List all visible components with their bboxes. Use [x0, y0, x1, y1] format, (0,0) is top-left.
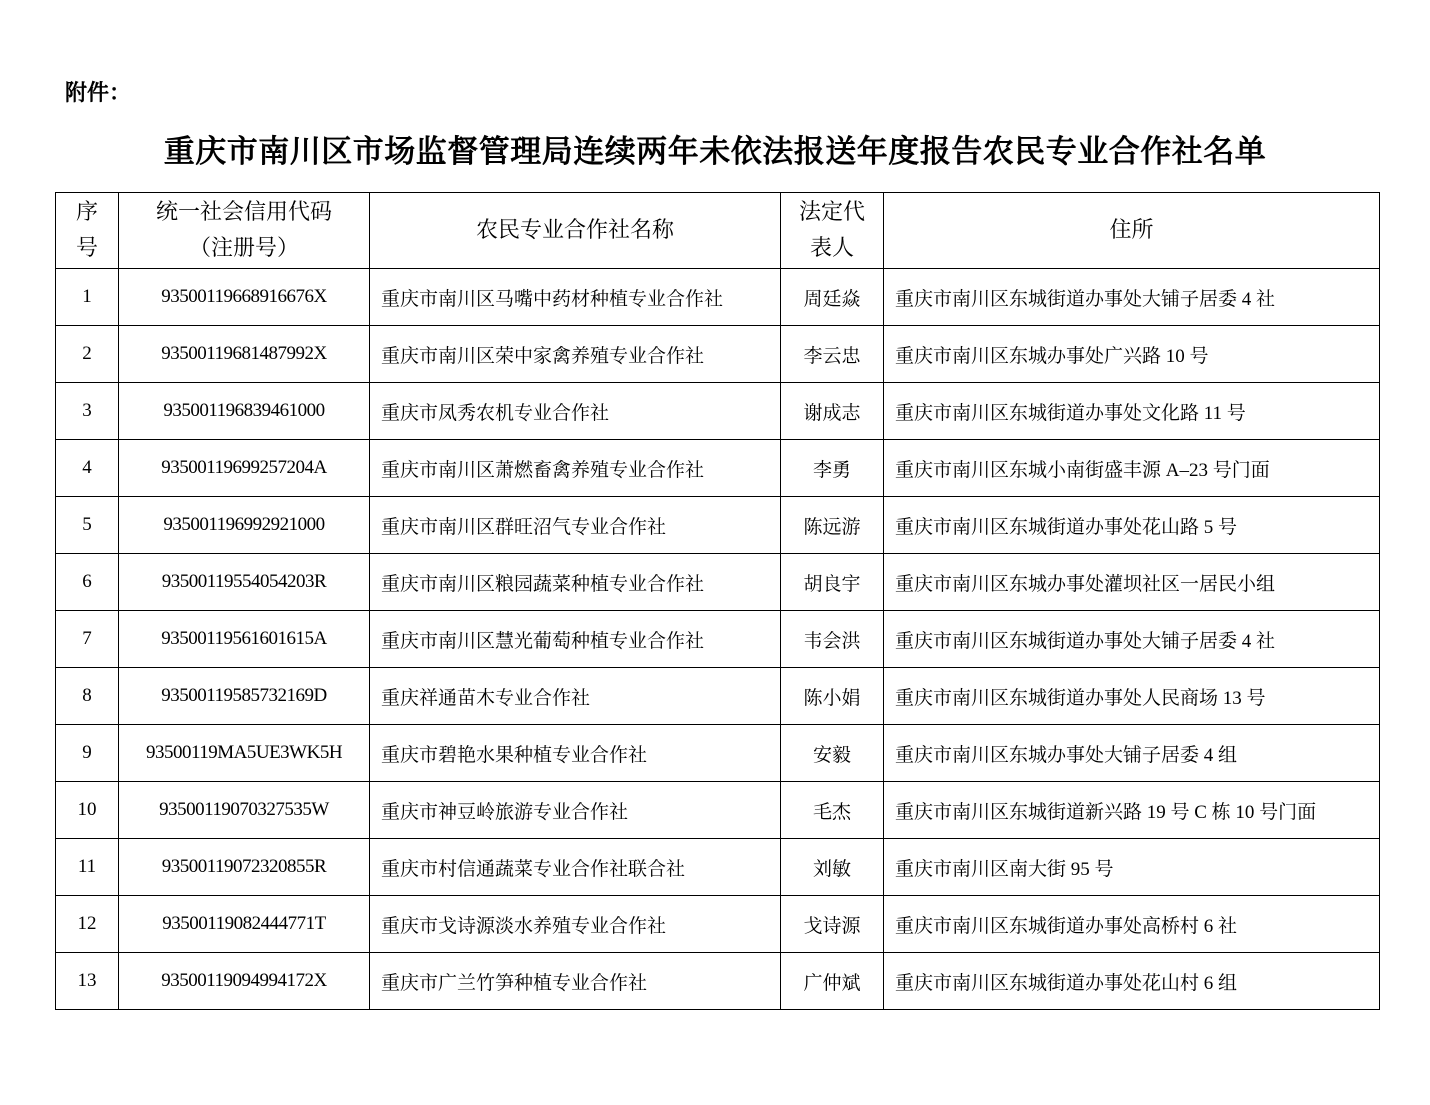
- cell-code: 93500119094994172X: [119, 953, 370, 1010]
- cooperative-list-table: [55, 192, 1380, 1010]
- table-row: [56, 611, 1380, 668]
- cell-rep: 周廷焱: [781, 269, 884, 326]
- cell-rep: 李勇: [781, 440, 884, 497]
- cell-rep: 安毅: [781, 725, 884, 782]
- header-code-line2: （注册号）: [188, 235, 299, 261]
- table-row: [56, 440, 1380, 497]
- header-seq: [56, 193, 119, 269]
- table-row: [56, 383, 1380, 440]
- header-seq-line2: 号: [75, 235, 98, 261]
- cell-seq: 11: [56, 839, 119, 896]
- cell-code: 93500119561601615A: [119, 611, 370, 668]
- cell-seq: 5: [56, 497, 119, 554]
- table-row: [56, 725, 1380, 782]
- cell-name: 重庆市碧艳水果种植专业合作社: [370, 725, 781, 782]
- cell-code: 93500119668916676X: [119, 269, 370, 326]
- cell-addr: 重庆市南川区东城办事处大铺子居委 4 组: [884, 725, 1380, 782]
- cell-rep: 广仲斌: [781, 953, 884, 1010]
- table-row: [56, 839, 1380, 896]
- cell-seq: 9: [56, 725, 119, 782]
- cell-code: 93500119082444771T: [119, 896, 370, 953]
- header-code-line1: 统一社会信用代码: [155, 199, 332, 225]
- table-row: [56, 554, 1380, 611]
- attachment-label: 附件：: [65, 81, 132, 106]
- cell-addr: 重庆市南川区东城街道办事处人民商场 13 号: [884, 668, 1380, 725]
- cell-rep: 李云忠: [781, 326, 884, 383]
- header-seq-line1: 序: [75, 199, 98, 225]
- cell-name: 重庆市南川区粮园蔬菜种植专业合作社: [370, 554, 781, 611]
- table-row: [56, 782, 1380, 839]
- cell-seq: 10: [56, 782, 119, 839]
- header-addr: 住所: [884, 193, 1380, 269]
- cell-addr: 重庆市南川区东城街道办事处大铺子居委 4 社: [884, 269, 1380, 326]
- cell-name: 重庆市南川区马嘴中药材种植专业合作社: [370, 269, 781, 326]
- table-row: [56, 896, 1380, 953]
- cell-name: 重庆市凤秀农机专业合作社: [370, 383, 781, 440]
- header-rep-line2: 表人: [809, 235, 854, 261]
- cell-rep: 毛杰: [781, 782, 884, 839]
- table-header-row: [56, 193, 1380, 269]
- cell-seq: 2: [56, 326, 119, 383]
- cell-rep: 胡良宇: [781, 554, 884, 611]
- cell-name: 重庆祥通苗木专业合作社: [370, 668, 781, 725]
- cell-seq: 7: [56, 611, 119, 668]
- header-rep-line1: 法定代: [798, 199, 865, 225]
- table-row: [56, 497, 1380, 554]
- cell-name: 重庆市南川区荣中家禽养殖专业合作社: [370, 326, 781, 383]
- cell-name: 重庆市南川区慧光葡萄种植专业合作社: [370, 611, 781, 668]
- cell-addr: 重庆市南川区东城办事处灌坝社区一居民小组: [884, 554, 1380, 611]
- cell-addr: 重庆市南川区东城街道办事处花山村 6 组: [884, 953, 1380, 1010]
- cell-name: 重庆市广兰竹笋种植专业合作社: [370, 953, 781, 1010]
- cell-code: 93500119681487992X: [119, 326, 370, 383]
- cell-addr: 重庆市南川区东城街道办事处高桥村 6 社: [884, 896, 1380, 953]
- cell-code: 935001196992921000: [119, 497, 370, 554]
- cell-code: 93500119585732169D: [119, 668, 370, 725]
- table-row: [56, 326, 1380, 383]
- cell-code: 93500119070327535W: [119, 782, 370, 839]
- cell-name: 重庆市南川区群旺沼气专业合作社: [370, 497, 781, 554]
- cell-rep: 刘敏: [781, 839, 884, 896]
- header-name: 农民专业合作社名称: [370, 193, 781, 269]
- cell-addr: 重庆市南川区东城街道办事处花山路 5 号: [884, 497, 1380, 554]
- cell-seq: 6: [56, 554, 119, 611]
- cell-addr: 重庆市南川区东城办事处广兴路 10 号: [884, 326, 1380, 383]
- cell-addr: 重庆市南川区南大街 95 号: [884, 839, 1380, 896]
- cell-name: 重庆市神豆岭旅游专业合作社: [370, 782, 781, 839]
- table-row: [56, 269, 1380, 326]
- cell-code: 935001196839461000: [119, 383, 370, 440]
- cell-code: 93500119699257204A: [119, 440, 370, 497]
- cell-seq: 1: [56, 269, 119, 326]
- cell-rep: 韦会洪: [781, 611, 884, 668]
- cell-addr: 重庆市南川区东城街道新兴路 19 号 C 栋 10 号门面: [884, 782, 1380, 839]
- cell-seq: 4: [56, 440, 119, 497]
- page-title: 重庆市南川区市场监督管理局连续两年未依法报送年度报告农民专业合作社名单: [163, 134, 1267, 170]
- cell-rep: 戈诗源: [781, 896, 884, 953]
- cell-seq: 13: [56, 953, 119, 1010]
- cell-name: 重庆市南川区萧燃畜禽养殖专业合作社: [370, 440, 781, 497]
- cell-seq: 8: [56, 668, 119, 725]
- cell-name: 重庆市戈诗源淡水养殖专业合作社: [370, 896, 781, 953]
- cell-code: 93500119MA5UE3WK5H: [119, 725, 370, 782]
- cell-code: 93500119554054203R: [119, 554, 370, 611]
- cell-seq: 12: [56, 896, 119, 953]
- cell-code: 93500119072320855R: [119, 839, 370, 896]
- header-rep: [781, 193, 884, 269]
- cell-rep: 陈远游: [781, 497, 884, 554]
- cell-rep: 陈小娟: [781, 668, 884, 725]
- cell-addr: 重庆市南川区东城街道办事处文化路 11 号: [884, 383, 1380, 440]
- cell-addr: 重庆市南川区东城街道办事处大铺子居委 4 社: [884, 611, 1380, 668]
- table-row: [56, 953, 1380, 1010]
- header-code: [119, 193, 370, 269]
- table-row: [56, 668, 1380, 725]
- cell-addr: 重庆市南川区东城小南街盛丰源 A–23 号门面: [884, 440, 1380, 497]
- cell-name: 重庆市村信通蔬菜专业合作社联合社: [370, 839, 781, 896]
- cell-seq: 3: [56, 383, 119, 440]
- cell-rep: 谢成志: [781, 383, 884, 440]
